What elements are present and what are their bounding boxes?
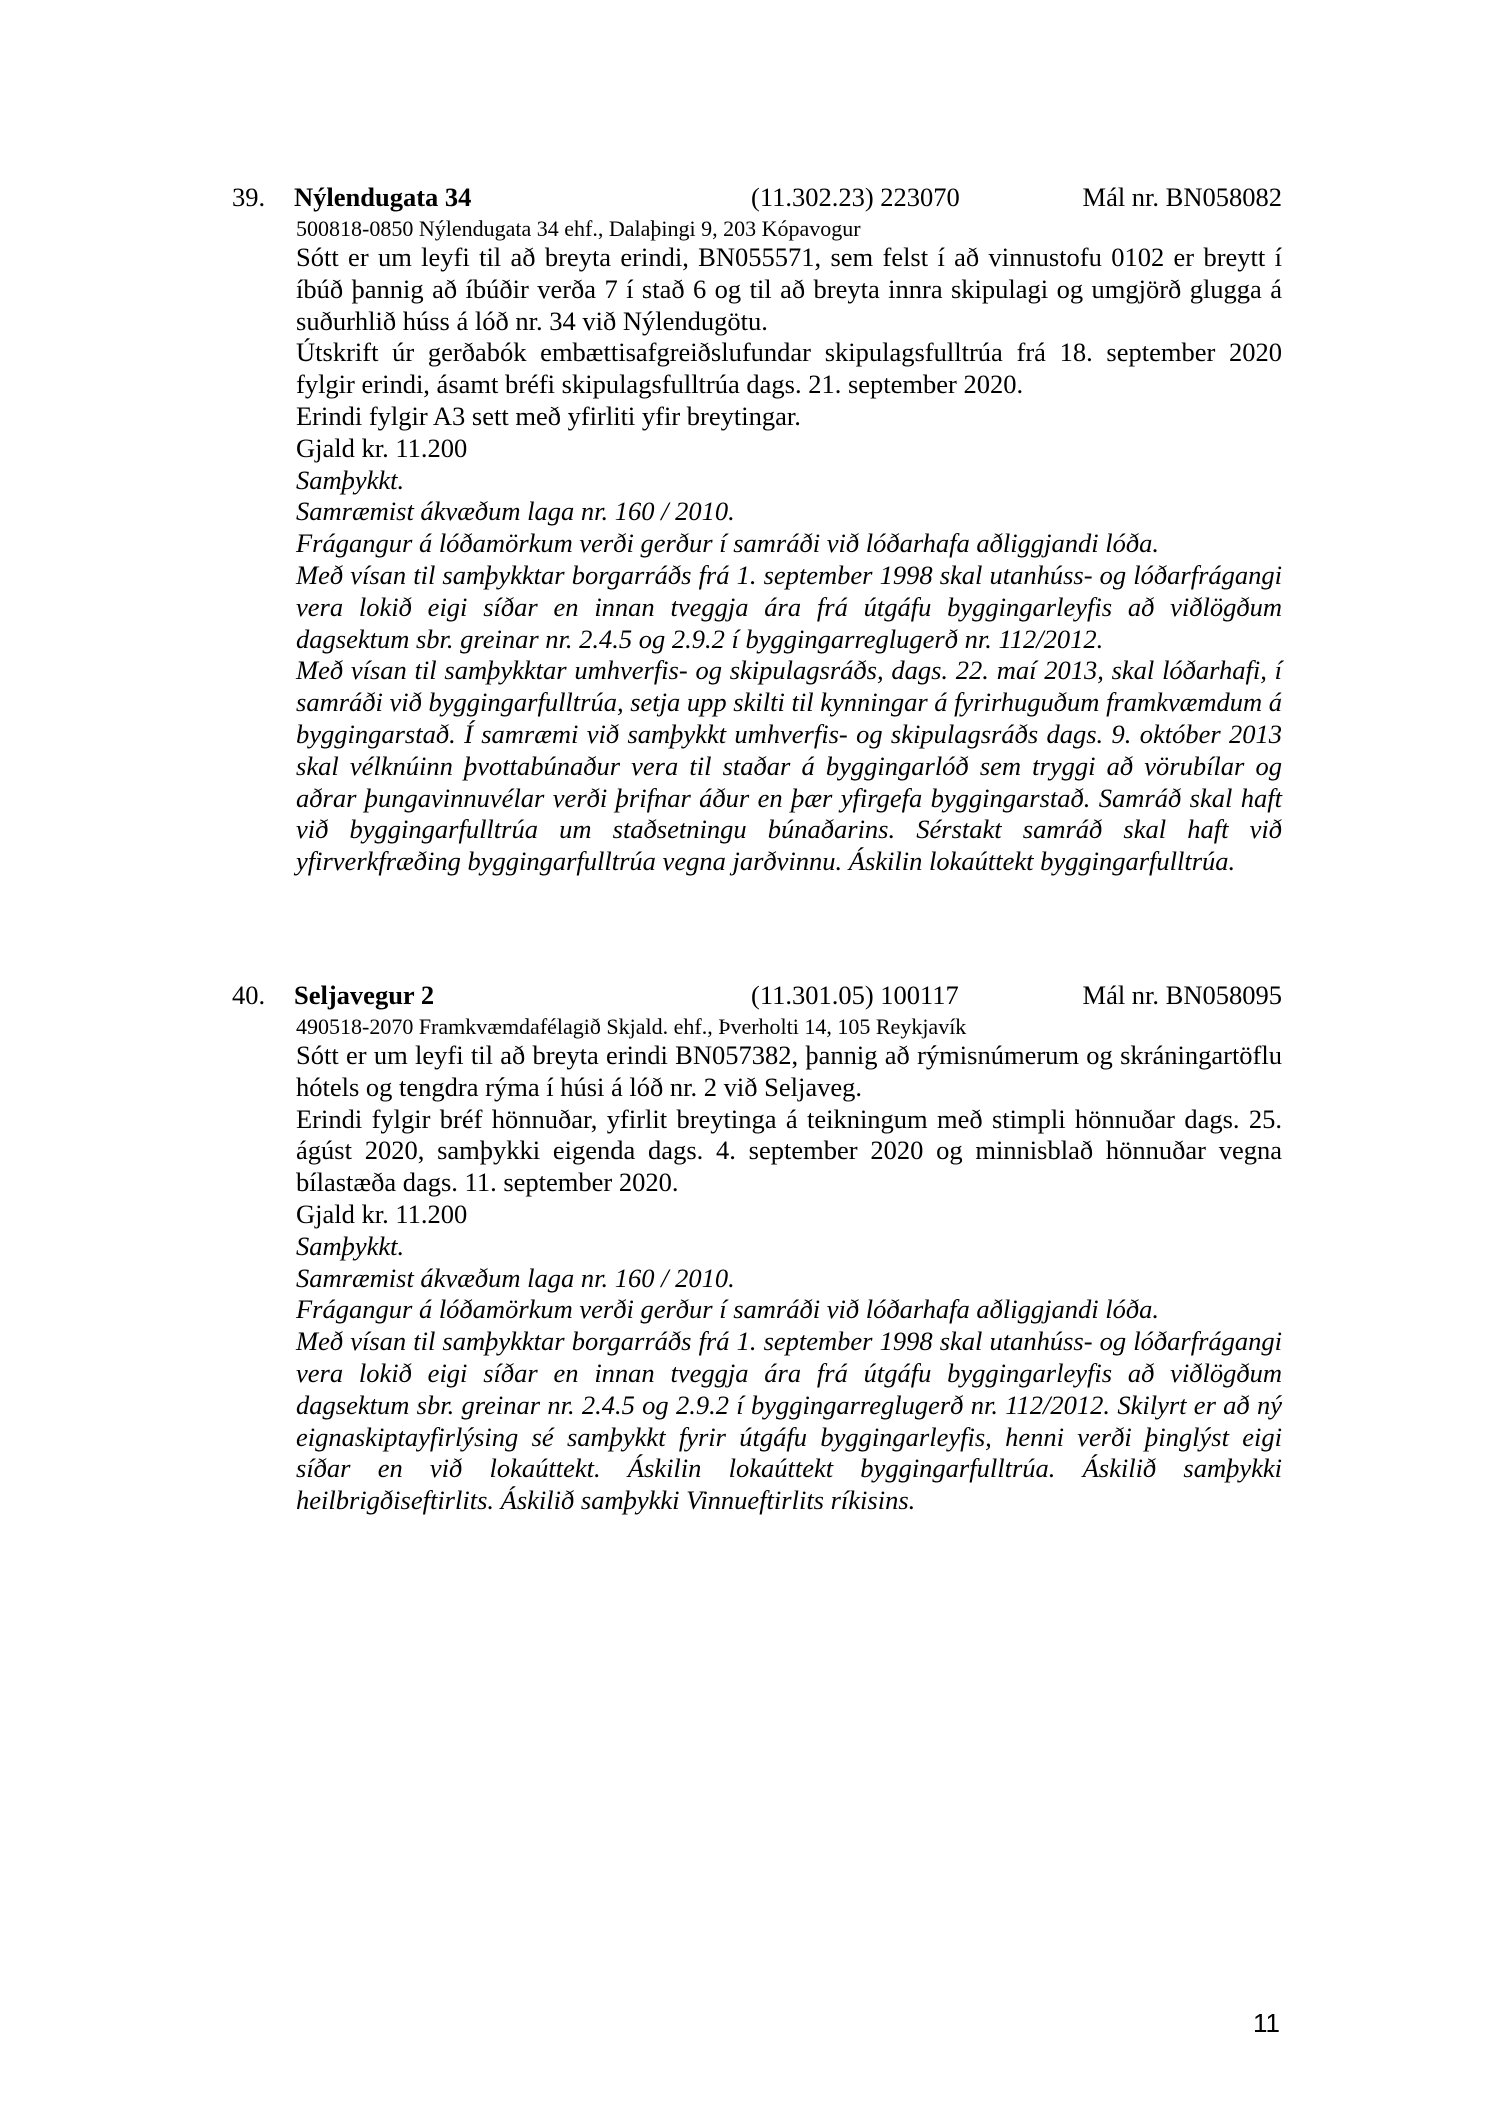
entry-decision-line: Frágangur á lóðamörkum verði gerður í samráði við lóðarhafa aðliggjandi lóða. — [296, 528, 1159, 559]
entry-header — [232, 976, 1282, 1014]
entry-decision-line: Með vísan til samþykktar borgarráðs frá 1. september 1998 skal utanhúss- og lóðarfrágangi vera lokið eigi síðar en innan tveggja ára frá útgáfu byggingarleyfis að viðlögðum dagsektum sbr. greinar nr. 2.4.5 og 2.9.2 í byggingarreglugerð nr. 112/2012. Skilyrt er að ný eignaskiptayfirlýsing sé samþykkt fyrir útgáfu byggingarleyfis, henni verði þinglýst eigi síðar en við lokaúttekt. Áskilin lokaúttekt byggingarfulltrúa. Áskilið samþykki heilbrigðiseftirlits. Áskilið samþykki Vinnueftirlits ríkisins. — [296, 1326, 1282, 1516]
entry-address: Seljavegur 2 — [294, 980, 435, 1010]
page-number: 11 — [1253, 2008, 1280, 2038]
entry-applicant: 490518-2070 Framkvæmdafélagið Skjald. ehf., Þverholti 14, 105 Reykjavík — [296, 1014, 967, 1039]
entry-decision-line: Frágangur á lóðamörkum verði gerður í samráði við lóðarhafa aðliggjandi lóða. — [296, 1294, 1159, 1325]
entry-decision: Samþykkt. — [296, 1230, 405, 1261]
entry-case-number: Mál nr. BN058095 — [1082, 980, 1282, 1010]
entry-number: 40. — [232, 980, 266, 1010]
entry-paragraph: Erindi fylgir A3 sett með yfirliti yfir breytingar. — [296, 400, 801, 431]
entry-body — [296, 216, 1282, 878]
case-entry — [232, 976, 1282, 1517]
entry-decision-line: Samræmist ákvæðum laga nr. 160 / 2010. — [296, 496, 735, 527]
entry-decision-line: Með vísan til samþykktar borgarráðs frá 1. september 1998 skal utanhúss- og lóðarfrágangi vera lokið eigi síðar en innan tveggja ára frá útgáfu byggingarleyfis að viðlögðum dagsektum sbr. greinar nr. 2.4.5 og 2.9.2 í byggingarreglugerð nr. 112/2012. — [296, 559, 1282, 654]
entry-applicant: 500818-0850 Nýlendugata 34 ehf., Dalaþingi 9, 203 Kópavogur — [296, 216, 861, 241]
entry-reference: (11.301.05) 100117 — [751, 980, 959, 1010]
entry-decision-line: Með vísan til samþykktar umhverfis- og skipulagsráðs, dags. 22. maí 2013, skal lóðarhafi, í samráði við byggingarfulltrúa, setja upp skilti til kynningar á fyrirhuguðum framkvæmdum á byggingarstað. Í samræmi við samþykkt umhverfis- og skipulagsráðs dags. 9. október 2013 skal vélknúinn þvottabúnaður vera til staðar á byggingarlóð sem tryggi að vörubílar og aðrar þungavinnuvélar verði þrifnar áður en þær yfirgefa byggingarstað. Samráð skal haft við byggingarfulltrúa um staðsetningu búnaðarins. Sérstakt samráð skal haft við yfirverkfræðing byggingarfulltrúa vegna jarðvinnu. Áskilin lokaúttekt byggingarfulltrúa. — [296, 655, 1282, 877]
case-entry — [232, 178, 1282, 878]
entry-fee: Gjald kr. 11.200 — [296, 1198, 468, 1229]
entry-decision-line: Samræmist ákvæðum laga nr. 160 / 2010. — [296, 1262, 735, 1293]
entry-header — [232, 178, 1282, 216]
entry-paragraph: Sótt er um leyfi til að breyta erindi, BN055571, sem felst í að vinnustofu 0102 er breytt í íbúð þannig að íbúðir verða 7 í stað 6 og til að breyta innra skipulagi og umgjörð glugga á suðurhlið húss á lóð nr. 34 við Nýlendugötu. — [296, 242, 1282, 336]
entry-fee: Gjald kr. 11.200 — [296, 432, 468, 463]
entry-paragraph: Erindi fylgir bréf hönnuðar, yfirlit breytinga á teikningum með stimpli hönnuðar dags. 25. ágúst 2020, samþykki eigenda dags. 4. september 2020 og minnisblað hönnuðar vegna bílastæða dags. 11. september 2020. — [296, 1103, 1282, 1198]
entry-body — [296, 1014, 1282, 1517]
entry-decision: Samþykkt. — [296, 464, 405, 495]
entry-paragraph: Sótt er um leyfi til að breyta erindi BN057382, þannig að rýmisnúmerum og skráningartöflu hótels og tengdra rýma í húsi á lóð nr. 2 við Seljaveg. — [296, 1040, 1282, 1102]
entry-number: 39. — [232, 182, 266, 212]
entry-reference: (11.302.23) 223070 — [751, 182, 960, 212]
entry-paragraph: Útskrift úr gerðabók embættisafgreiðslufundar skipulagsfulltrúa frá 18. september 2020 fylgir erindi, ásamt bréfi skipulagsfulltrúa dags. 21. september 2020. — [296, 337, 1282, 400]
entry-case-number: Mál nr. BN058082 — [1082, 182, 1282, 212]
entry-address: Nýlendugata 34 — [294, 182, 472, 212]
